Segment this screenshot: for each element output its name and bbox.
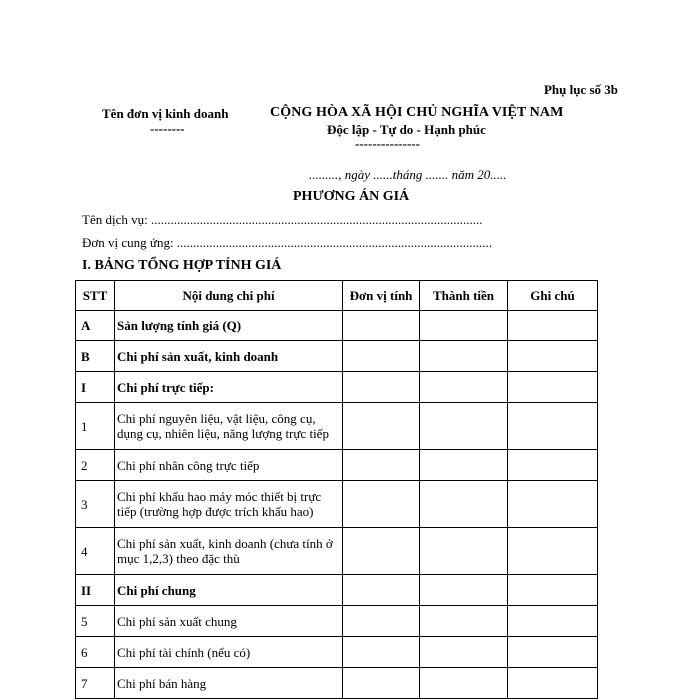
row-note	[508, 668, 598, 699]
row-stt: A	[76, 311, 115, 341]
row-content: Chi phí bán hàng	[115, 668, 343, 699]
motto-divider: ---------------	[355, 136, 420, 151]
row-unit	[343, 668, 420, 699]
row-note	[508, 606, 598, 637]
row-stt: 7	[76, 668, 115, 699]
row-unit	[343, 341, 420, 372]
row-note	[508, 372, 598, 403]
row-stt: 3	[76, 481, 115, 528]
table-row	[76, 606, 598, 637]
row-unit	[343, 450, 420, 481]
table-row	[76, 575, 598, 606]
row-stt: 6	[76, 637, 115, 668]
national-title: CỘNG HÒA XÃ HỘI CHỦ NGHĨA VIỆT NAM	[270, 105, 564, 120]
table-row	[76, 528, 598, 575]
row-unit	[343, 311, 420, 341]
table-row	[76, 341, 598, 372]
row-content: Chi phí nhân công trực tiếp	[115, 450, 343, 481]
row-unit	[343, 372, 420, 403]
row-stt: B	[76, 341, 115, 372]
row-unit	[343, 575, 420, 606]
row-content: Chi phí khấu hao máy móc thiết bị trực tiếp (trường hợp được trích khấu hao)	[115, 481, 343, 528]
row-amount	[420, 575, 508, 606]
row-unit	[343, 528, 420, 575]
appendix-label: Phụ lục số 3b	[543, 82, 618, 97]
row-note	[508, 528, 598, 575]
row-note	[508, 341, 598, 372]
org-divider: --------	[150, 121, 185, 136]
org-name-label: Tên đơn vị kinh doanh	[102, 106, 229, 121]
row-content: Sản lượng tính giá (Q)	[115, 311, 343, 341]
row-amount	[420, 606, 508, 637]
row-unit	[343, 637, 420, 668]
row-amount	[420, 311, 508, 341]
row-amount	[420, 528, 508, 575]
row-stt: 5	[76, 606, 115, 637]
row-amount	[420, 403, 508, 450]
header-amount: Thành tiền	[420, 281, 508, 311]
table-body	[76, 311, 598, 699]
row-note	[508, 311, 598, 341]
row-content: Chi phí sản xuất, kinh doanh (chưa tính ở mục 1,2,3) theo đặc thù	[115, 528, 343, 575]
price-summary-table	[75, 280, 598, 699]
table-row	[76, 481, 598, 528]
table-row	[76, 311, 598, 341]
national-motto: Độc lập - Tự do - Hạnh phúc	[327, 122, 486, 137]
row-note	[508, 637, 598, 668]
row-amount	[420, 341, 508, 372]
table-row	[76, 450, 598, 481]
row-note	[508, 403, 598, 450]
row-content: Chi phí tài chính (nếu có)	[115, 637, 343, 668]
row-stt: 1	[76, 403, 115, 450]
row-unit	[343, 606, 420, 637]
row-content: Chi phí sản xuất, kinh doanh	[115, 341, 343, 372]
row-note	[508, 481, 598, 528]
row-amount	[420, 450, 508, 481]
header-note: Ghi chú	[508, 281, 598, 311]
row-content: Chi phí chung	[115, 575, 343, 606]
table-row	[76, 372, 598, 403]
header-unit: Đơn vị tính	[343, 281, 420, 311]
row-unit	[343, 481, 420, 528]
row-unit	[343, 403, 420, 450]
row-amount	[420, 481, 508, 528]
table-header-row	[76, 281, 598, 311]
table-row	[76, 403, 598, 450]
provider-field: Đơn vị cung ứng: .................................................................................................	[82, 235, 493, 250]
row-amount	[420, 372, 508, 403]
row-note	[508, 575, 598, 606]
service-name-field: Tên dịch vụ: ......................................................................................................	[82, 212, 483, 227]
row-content: Chi phí nguyên liệu, vật liệu, công cụ, dụng cụ, nhiên liệu, năng lượng trực tiếp	[115, 403, 343, 450]
table-row	[76, 668, 598, 699]
row-stt: 4	[76, 528, 115, 575]
row-stt: I	[76, 372, 115, 403]
row-content: Chi phí sản xuất chung	[115, 606, 343, 637]
row-amount	[420, 637, 508, 668]
document-title: PHƯƠNG ÁN GIÁ	[293, 189, 410, 204]
row-stt: II	[76, 575, 115, 606]
row-content: Chi phí trực tiếp:	[115, 372, 343, 403]
row-stt: 2	[76, 450, 115, 481]
header-content: Nội dung chi phí	[115, 281, 343, 311]
date-line: ........., ngày ......tháng ....... năm 20.....	[309, 167, 507, 182]
row-note	[508, 450, 598, 481]
section-title: I. BẢNG TỔNG HỢP TÍNH GIÁ	[82, 258, 282, 273]
table-row	[76, 637, 598, 668]
row-amount	[420, 668, 508, 699]
header-stt: STT	[76, 281, 115, 311]
